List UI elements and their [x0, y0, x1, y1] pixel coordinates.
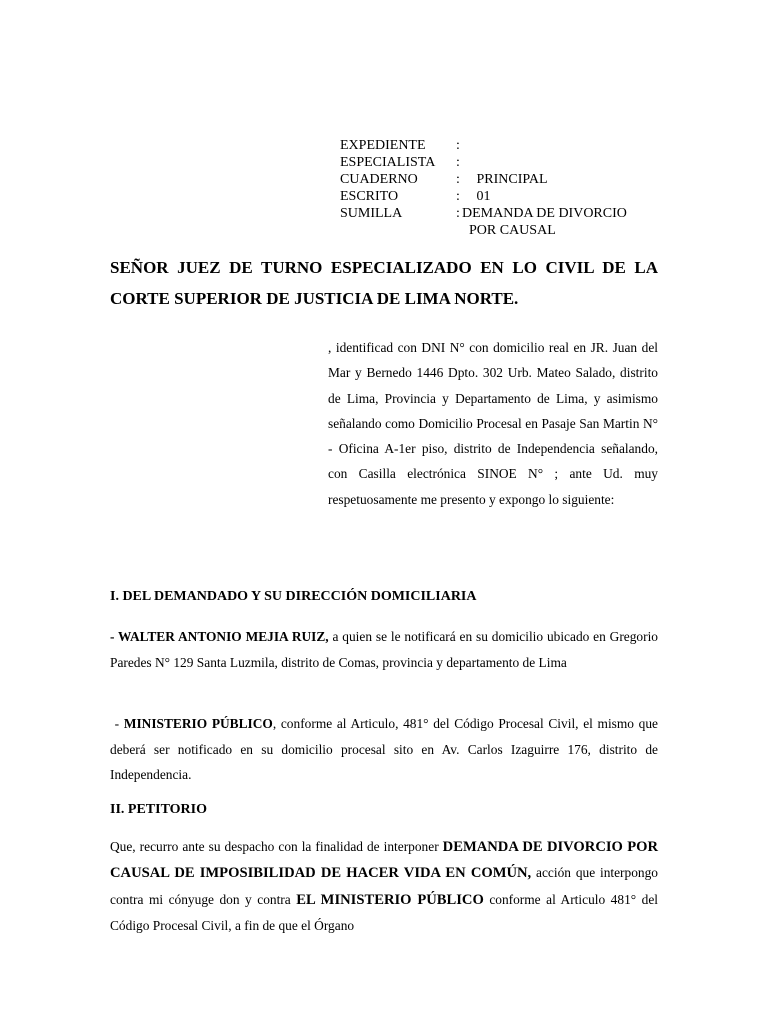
header-label: [340, 222, 456, 239]
petitorio-text-1: Que, recurro ante su despacho con la finalidad de interponer: [110, 839, 443, 854]
demandado-text: a quien se le notificará en su domicilio ubicado en Gregorio Paredes N° 129 Santa Luzmila, distrito de Comas, provincia y departamento de Lima: [110, 629, 658, 670]
header-label: SUMILLA: [340, 206, 403, 221]
petitorio-text-2: acción que interpongo contra mi cónyuge don y contra: [110, 865, 658, 907]
header-row-expediente: [340, 137, 627, 154]
header-label: ESPECIALISTA: [340, 155, 436, 170]
case-header: [340, 137, 627, 239]
ministerio-prefix: -: [110, 716, 124, 731]
paragraph-petitorio: [110, 834, 658, 938]
ministerio-text: , conforme al Articulo, 481° del Código Procesal Civil, el mismo que deberá ser notificado en su domicilio procesal sito en Av. Carlos Izaguirre 176, distrito de Independencia.: [110, 716, 658, 782]
header-value: 01: [466, 189, 491, 204]
header-row-sumilla: [340, 205, 627, 222]
intro-paragraph: , identificad con DNI N° con domicilio real en JR. Juan del Mar y Bernedo 1446 Dpto. 302 Urb. Mateo Salado, distrito de Lima, Provincia y Departamento de Lima, y asimismo señalando como Domicilio Procesal en Pasaje San Martin N° - Oficina A-1er piso, distrito de Independencia señalando, con Casilla electrónica SINOE N° ; ante Ud. muy respetuosamente me presento y expongo lo siguiente:: [328, 340, 658, 507]
petitorio-bold-1: DEMANDA DE DIVORCIO POR CAUSAL DE IMPOSIBILIDAD DE HACER VIDA EN COMÚN,: [110, 839, 658, 882]
header-colon: :: [456, 138, 460, 153]
header-value: PRINCIPAL: [466, 172, 548, 187]
header-colon: :: [456, 206, 460, 221]
document-title: SEÑOR JUEZ DE TURNO ESPECIALIZADO EN LO CIVIL DE LA CORTE SUPERIOR DE JUSTICIA DE LIMA NORTE.: [110, 258, 658, 308]
petitorio-bold-2: EL MINISTERIO PÚBLICO: [296, 891, 484, 908]
header-label: CUADERNO: [340, 172, 418, 187]
ministerio-name: MINISTERIO PÚBLICO: [123, 716, 273, 731]
demandado-name: - WALTER ANTONIO MEJIA RUIZ,: [110, 629, 329, 644]
paragraph-demandado: [110, 624, 658, 675]
header-row-cuaderno: [340, 171, 627, 188]
header-colon: :: [456, 155, 460, 170]
header-colon: :: [456, 189, 460, 204]
section-heading-petitorio: II. PETITORIO: [110, 802, 207, 817]
header-label: EXPEDIENTE: [340, 138, 426, 153]
petitorio-text-3: conforme al Articulo 481° del Código Procesal Civil, a fin de que el Órgano: [110, 891, 658, 933]
paragraph-ministerio: [110, 711, 658, 788]
header-row-sumilla-cont: [340, 222, 627, 239]
header-row-especialista: [340, 154, 627, 171]
header-value: POR CAUSAL: [462, 223, 556, 238]
header-label: ESCRITO: [340, 189, 399, 204]
header-value: DEMANDA DE DIVORCIO: [462, 206, 627, 221]
section-heading-demandado: I. DEL DEMANDADO Y SU DIRECCIÓN DOMICILIARIA: [110, 589, 477, 604]
header-row-escrito: [340, 188, 627, 205]
header-colon: :: [456, 172, 460, 187]
